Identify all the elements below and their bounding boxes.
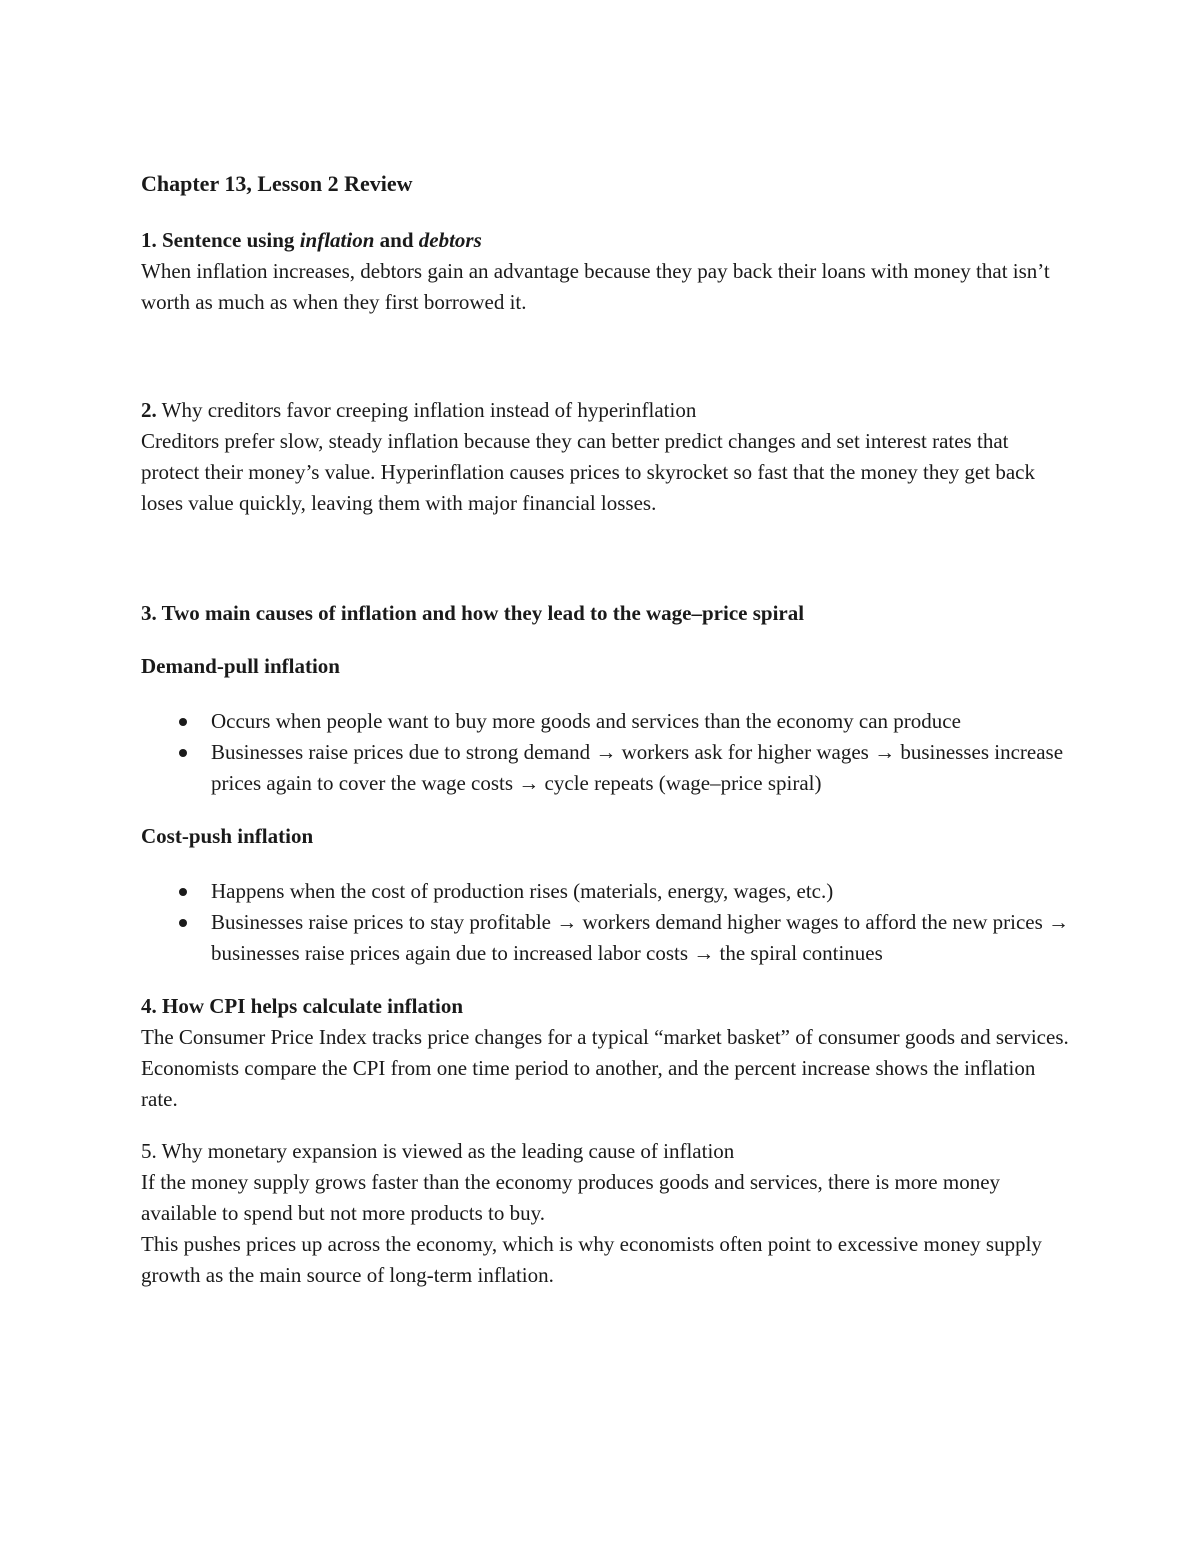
question-2-number: 2. — [141, 398, 157, 422]
spacer — [141, 519, 1071, 598]
bullet-icon — [179, 919, 187, 927]
question-4-para-2: Economists compare the CPI from one time period to another, and the percent increase shows the inflation rate. — [141, 1056, 1036, 1111]
list-item-text: Businesses raise prices to stay profitable → workers demand higher wages to afford the new prices → businesses raise prices again due to increased labor costs → the spiral continues — [211, 910, 1070, 965]
question-2 — [141, 395, 1071, 519]
bullet-icon — [179, 718, 187, 726]
question-4 — [141, 991, 1071, 1115]
question-5-para-1: If the money supply grows faster than the economy produces goods and services, there is more money available to spend but not more products to buy. — [141, 1170, 1001, 1225]
list-item — [141, 907, 1071, 969]
spacer — [141, 852, 1071, 876]
demand-pull-heading: Demand-pull inflation — [141, 654, 340, 678]
question-2-answer: Creditors prefer slow, steady inflation because they can better predict changes and set interest rates that protect their money’s value. Hyperinflation causes prices to skyrocket so fast that the money they get back loses value quickly, leaving them with major financial losses. — [141, 429, 1035, 515]
demand-pull-list — [141, 706, 1071, 799]
list-item-text: Occurs when people want to buy more goods and services than the economy can produce — [211, 709, 961, 733]
cost-push-list — [141, 876, 1071, 969]
list-item-text: Businesses raise prices due to strong demand → workers ask for higher wages → businesses increase prices again to cover the wage costs → cycle repeats (wage–price spiral) — [211, 740, 1064, 795]
spacer — [141, 799, 1071, 821]
question-4-para-1: The Consumer Price Index tracks price changes for a typical “market basket” of consumer goods and services. — [141, 1025, 1069, 1049]
question-4-heading: 4. How CPI helps calculate inflation — [141, 994, 464, 1018]
list-item — [141, 737, 1071, 799]
term-inflation: inflation — [299, 228, 375, 252]
question-1-prefix: Sentence using — [162, 228, 295, 252]
question-3 — [141, 598, 1071, 969]
question-1-joiner: and — [379, 228, 414, 252]
question-5 — [141, 1136, 1071, 1291]
page-title: Chapter 13, Lesson 2 Review — [141, 171, 413, 196]
spacer — [141, 200, 1071, 225]
question-5-para-2: This pushes prices up across the economy, which is why economists often point to excessive money supply growth as the main source of long-term inflation. — [141, 1232, 1042, 1287]
spacer — [141, 629, 1071, 651]
document-page — [141, 168, 1071, 1291]
list-item — [141, 706, 1071, 737]
spacer — [141, 318, 1071, 395]
question-1 — [141, 225, 1071, 318]
question-2-heading — [141, 395, 1071, 426]
bullet-icon — [179, 888, 187, 896]
question-1-answer: When inflation increases, debtors gain an advantage because they pay back their loans with money that isn’t worth as much as when they first borrowed it. — [141, 259, 1050, 314]
spacer — [141, 682, 1071, 706]
term-debtors: debtors — [418, 228, 482, 252]
spacer — [141, 969, 1071, 991]
cost-push-heading: Cost-push inflation — [141, 824, 314, 848]
list-item-text: Happens when the cost of production rises (materials, energy, wages, etc.) — [211, 879, 834, 903]
bullet-icon — [179, 749, 187, 757]
question-3-heading: 3. Two main causes of inflation and how they lead to the wage–price spiral — [141, 601, 805, 625]
question-1-number: 1. — [141, 228, 157, 252]
question-1-heading — [141, 225, 1071, 256]
question-2-text: Why creditors favor creeping inflation instead of hyperinflation — [161, 398, 697, 422]
question-5-heading: 5. Why monetary expansion is viewed as the leading cause of inflation — [141, 1139, 735, 1163]
spacer — [141, 1115, 1071, 1136]
list-item — [141, 876, 1071, 907]
